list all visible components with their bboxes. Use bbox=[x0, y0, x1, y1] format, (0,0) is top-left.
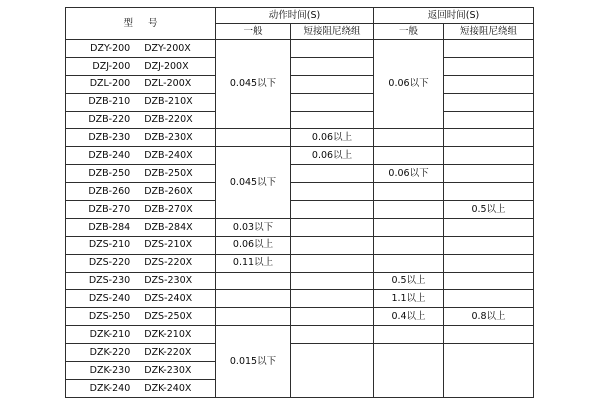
return-short-damping-cell bbox=[444, 40, 534, 58]
model-name: DZS-220 bbox=[88, 257, 131, 269]
model-name: DZS-230 bbox=[88, 275, 131, 287]
action-short-damping-cell bbox=[291, 111, 374, 129]
model-cell bbox=[66, 379, 216, 397]
table-row bbox=[66, 326, 534, 344]
header-action-short-damping: 短接阻尼绕组 bbox=[291, 24, 374, 40]
table-row bbox=[66, 254, 534, 272]
table-row bbox=[66, 147, 534, 165]
header-row-groups bbox=[66, 8, 534, 24]
return-general-cell bbox=[374, 236, 444, 254]
model-cell bbox=[66, 183, 216, 201]
model-cell bbox=[66, 57, 216, 75]
table-header bbox=[66, 8, 534, 40]
model-name: DZJ-200 bbox=[92, 60, 131, 72]
action-short-damping-cell bbox=[291, 93, 374, 111]
action-short-damping-cell bbox=[291, 236, 374, 254]
table-row bbox=[66, 272, 534, 290]
action-general-cell: 0.11以上 bbox=[216, 254, 291, 272]
model-cell bbox=[66, 93, 216, 111]
return-short-damping-cell bbox=[444, 165, 534, 183]
model-name: DZB-260 bbox=[88, 185, 131, 197]
table-body bbox=[66, 40, 534, 398]
table-row bbox=[66, 40, 534, 58]
return-general-cell bbox=[374, 254, 444, 272]
model-name-x: DZS-250X bbox=[144, 311, 193, 323]
model-name-x: DZB-240X bbox=[144, 150, 193, 162]
return-short-damping-cell: 0.8以上 bbox=[444, 308, 534, 326]
table-row bbox=[66, 201, 534, 219]
table-row bbox=[66, 290, 534, 308]
table-row bbox=[66, 93, 534, 111]
action-short-damping-cell bbox=[291, 201, 374, 219]
table-row bbox=[66, 129, 534, 147]
action-general-cell bbox=[216, 290, 291, 308]
model-name: DZB-220 bbox=[88, 114, 131, 126]
return-short-damping-cell bbox=[444, 344, 534, 398]
action-short-damping-cell bbox=[291, 308, 374, 326]
action-short-damping-cell bbox=[291, 290, 374, 308]
return-short-damping-cell bbox=[444, 236, 534, 254]
model-name-x: DZL-200X bbox=[144, 78, 192, 90]
model-name-x: DZB-284X bbox=[144, 221, 193, 233]
model-name: DZB-270 bbox=[88, 203, 131, 215]
return-general-cell bbox=[374, 201, 444, 219]
action-general-cell bbox=[216, 272, 291, 290]
model-cell bbox=[66, 362, 216, 380]
model-name-x: DZS-240X bbox=[144, 293, 193, 305]
model-cell bbox=[66, 147, 216, 165]
model-name: DZK-240 bbox=[89, 382, 131, 394]
model-name-x: DZB-210X bbox=[144, 96, 193, 108]
table-row bbox=[66, 236, 534, 254]
table-row bbox=[66, 57, 534, 75]
table-row bbox=[66, 308, 534, 326]
model-cell bbox=[66, 236, 216, 254]
model-cell bbox=[66, 290, 216, 308]
return-short-damping-cell bbox=[444, 272, 534, 290]
model-name-x: DZK-210X bbox=[144, 328, 192, 340]
model-cell bbox=[66, 40, 216, 58]
return-general-cell bbox=[374, 129, 444, 147]
action-general-cell: 0.015以下 bbox=[216, 326, 291, 398]
return-short-damping-cell: 0.5以上 bbox=[444, 201, 534, 219]
header-return-short-damping: 短接阻尼绕组 bbox=[444, 24, 534, 40]
header-action-time: 动作时间(S) bbox=[216, 8, 374, 24]
model-name: DZB-230 bbox=[88, 132, 131, 144]
model-cell bbox=[66, 201, 216, 219]
header-return-time: 返回时间(S) bbox=[374, 8, 534, 24]
model-name-x: DZK-230X bbox=[144, 364, 192, 376]
model-name: DZK-230 bbox=[89, 364, 131, 376]
model-name-x: DZB-230X bbox=[144, 132, 193, 144]
action-short-damping-cell bbox=[291, 57, 374, 75]
return-general-cell bbox=[374, 183, 444, 201]
action-short-damping-cell: 0.06以上 bbox=[291, 129, 374, 147]
action-short-damping-cell bbox=[291, 326, 374, 344]
action-short-damping-cell bbox=[291, 183, 374, 201]
model-name: DZS-250 bbox=[88, 311, 131, 323]
model-name-x: DZB-250X bbox=[144, 167, 193, 179]
action-general-cell bbox=[216, 129, 291, 147]
model-name: DZB-210 bbox=[88, 96, 131, 108]
return-general-cell: 0.06以下 bbox=[374, 165, 444, 183]
return-general-cell bbox=[374, 147, 444, 165]
return-short-damping-cell bbox=[444, 326, 534, 344]
model-name: DZS-210 bbox=[88, 239, 131, 251]
spec-table bbox=[65, 7, 534, 398]
return-short-damping-cell bbox=[444, 57, 534, 75]
model-name-x: DZY-200X bbox=[144, 42, 191, 54]
model-name-x: DZS-220X bbox=[144, 257, 193, 269]
header-return-general: 一般 bbox=[374, 24, 444, 40]
return-short-damping-cell bbox=[444, 254, 534, 272]
model-name-x: DZB-270X bbox=[144, 203, 193, 215]
action-general-cell: 0.06以上 bbox=[216, 236, 291, 254]
model-cell bbox=[66, 111, 216, 129]
return-short-damping-cell bbox=[444, 93, 534, 111]
return-short-damping-cell bbox=[444, 147, 534, 165]
action-general-cell: 0.045以下 bbox=[216, 40, 291, 129]
model-cell bbox=[66, 129, 216, 147]
return-general-cell: 0.4以上 bbox=[374, 308, 444, 326]
action-short-damping-cell bbox=[291, 254, 374, 272]
model-name-x: DZB-220X bbox=[144, 114, 193, 126]
model-name: DZK-220 bbox=[89, 346, 131, 358]
return-short-damping-cell bbox=[444, 111, 534, 129]
model-cell bbox=[66, 254, 216, 272]
model-name: DZK-210 bbox=[89, 328, 131, 340]
return-general-cell: 0.06以下 bbox=[374, 40, 444, 129]
action-short-damping-cell bbox=[291, 344, 374, 398]
action-short-damping-cell: 0.06以上 bbox=[291, 147, 374, 165]
return-general-cell bbox=[374, 218, 444, 236]
table-row bbox=[66, 344, 534, 362]
model-name-x: DZJ-200X bbox=[144, 60, 189, 72]
model-name-x: DZS-230X bbox=[144, 275, 193, 287]
action-short-damping-cell bbox=[291, 218, 374, 236]
return-general-cell: 1.1以上 bbox=[374, 290, 444, 308]
model-name-x: DZS-210X bbox=[144, 239, 193, 251]
table-row bbox=[66, 165, 534, 183]
return-general-cell: 0.5以上 bbox=[374, 272, 444, 290]
model-name: DZB-250 bbox=[88, 167, 131, 179]
action-general-cell: 0.045以下 bbox=[216, 147, 291, 219]
table-row bbox=[66, 218, 534, 236]
return-general-cell bbox=[374, 326, 444, 344]
table-row bbox=[66, 75, 534, 93]
action-general-cell bbox=[216, 308, 291, 326]
action-short-damping-cell bbox=[291, 75, 374, 93]
action-short-damping-cell bbox=[291, 272, 374, 290]
header-action-general: 一般 bbox=[216, 24, 291, 40]
return-short-damping-cell bbox=[444, 129, 534, 147]
model-cell bbox=[66, 272, 216, 290]
model-name-x: DZK-240X bbox=[144, 382, 192, 394]
model-name-x: DZB-260X bbox=[144, 185, 193, 197]
model-cell bbox=[66, 308, 216, 326]
return-short-damping-cell bbox=[444, 290, 534, 308]
model-name: DZB-284 bbox=[88, 221, 131, 233]
header-model: 型 号 bbox=[66, 8, 216, 40]
model-name-x: DZK-220X bbox=[144, 346, 192, 358]
model-cell bbox=[66, 75, 216, 93]
model-cell bbox=[66, 344, 216, 362]
return-short-damping-cell bbox=[444, 218, 534, 236]
table-row bbox=[66, 183, 534, 201]
model-cell bbox=[66, 218, 216, 236]
model-cell bbox=[66, 326, 216, 344]
action-general-cell: 0.03以下 bbox=[216, 218, 291, 236]
model-name: DZB-240 bbox=[88, 150, 131, 162]
action-short-damping-cell bbox=[291, 165, 374, 183]
model-name: DZS-240 bbox=[88, 293, 131, 305]
return-short-damping-cell bbox=[444, 183, 534, 201]
table-row bbox=[66, 111, 534, 129]
return-general-cell bbox=[374, 344, 444, 398]
return-short-damping-cell bbox=[444, 75, 534, 93]
model-name: DZY-200 bbox=[90, 42, 131, 54]
model-cell bbox=[66, 165, 216, 183]
action-short-damping-cell bbox=[291, 40, 374, 58]
model-name: DZL-200 bbox=[89, 78, 131, 90]
